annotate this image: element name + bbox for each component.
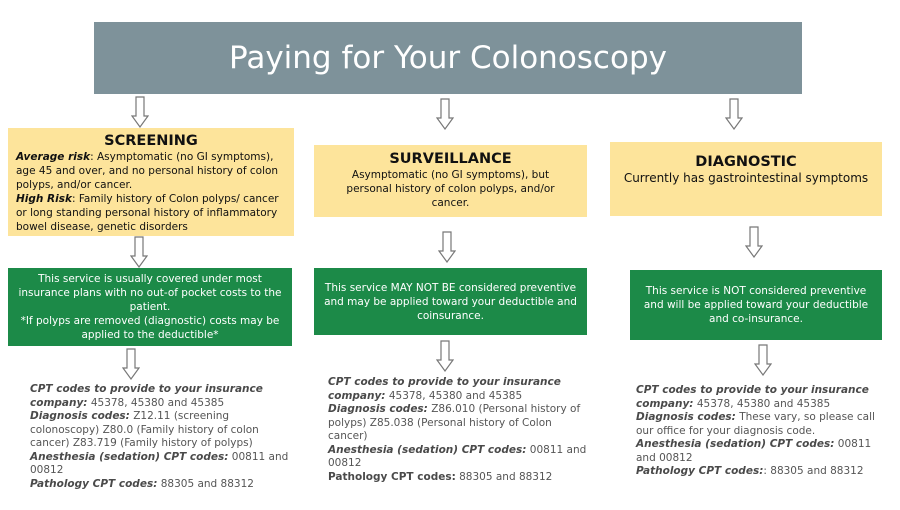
screening-codes: CPT codes to provide to your insurance company: 45378, 45380 and 45385 Diagnosis codes: Z12.11 (screening colonoscopy) Z80.0 (Family history of colon cancer) Z83.719 (Family history of polyps) Anesthesia (sedation) CPT codes: 00811 and 00812 Pathology CPT codes: 88305 and 88312 [30,383,289,490]
screening-coverage-box [8,268,292,346]
screening-high-risk: High Risk: Family history of Colon polyps/ cancer or long standing personal history of inflammatory bowel disease, genetic disorders [16,193,279,233]
diagnostic-codes: CPT codes to provide to your insurance company: 45378, 45380 and 45385 Diagnosis codes: These vary, so please call our office for your diagnosis code. Anesthesia (sedation) CPT codes: 00811 and 00812 Pathology CPT codes:: 88305 and 88312 [636,384,875,477]
arrow-down-icon [438,231,456,263]
diagnostic-coverage-text: This service is NOT considered preventive and will be applied toward your deductible and co-insurance. [643,285,869,325]
arrow-down-icon [122,348,140,380]
surveillance-box [314,145,587,217]
arrow-down-icon [131,96,149,128]
screening-coverage-note: *If polyps are removed (diagnostic) costs may be applied to the deductible* [20,315,280,341]
screening-coverage-text: This service is usually covered under most insurance plans with no out-of pocket costs to the patient. [18,273,282,313]
surveillance-title: SURVEILLANCE [389,151,512,167]
surveillance-coverage-text: This service MAY NOT BE considered preventive and may be applied toward your deductible and coinsurance. [324,281,577,322]
screening-title: SCREENING [104,133,198,149]
arrow-down-icon [745,226,763,258]
arrow-down-icon [725,98,743,130]
surveillance-description: Asymptomatic (no GI symptoms), but personal history of colon polyps, and/or cancer. [346,169,555,209]
screening-box [8,128,294,236]
diagnostic-title: DIAGNOSTIC [695,154,797,170]
arrow-down-icon [436,98,454,130]
arrow-down-icon [130,236,148,268]
arrow-down-icon [754,344,772,376]
page-title: Paying for Your Colonoscopy [94,22,802,94]
surveillance-codes: CPT codes to provide to your insurance company: 45378, 45380 and 45385 Diagnosis codes: Z86.010 (Personal history of polyps) Z85.038 (Personal history of Colon cancer) Anesthesia (sedation) CPT codes: 00811 and 00812 Pathology CPT codes: 88305 and 88312 [328,376,587,483]
arrow-down-icon [436,340,454,372]
diagnostic-box [610,142,882,216]
diagnostic-coverage-box [630,270,882,340]
diagnostic-description: Currently has gastrointestinal symptoms [623,171,869,185]
screening-average-risk: Average risk: Asymptomatic (no GI symptoms), age 45 and over, and no personal history of colon polyps, and/or cancer. [16,151,279,191]
surveillance-coverage-box [314,268,587,335]
